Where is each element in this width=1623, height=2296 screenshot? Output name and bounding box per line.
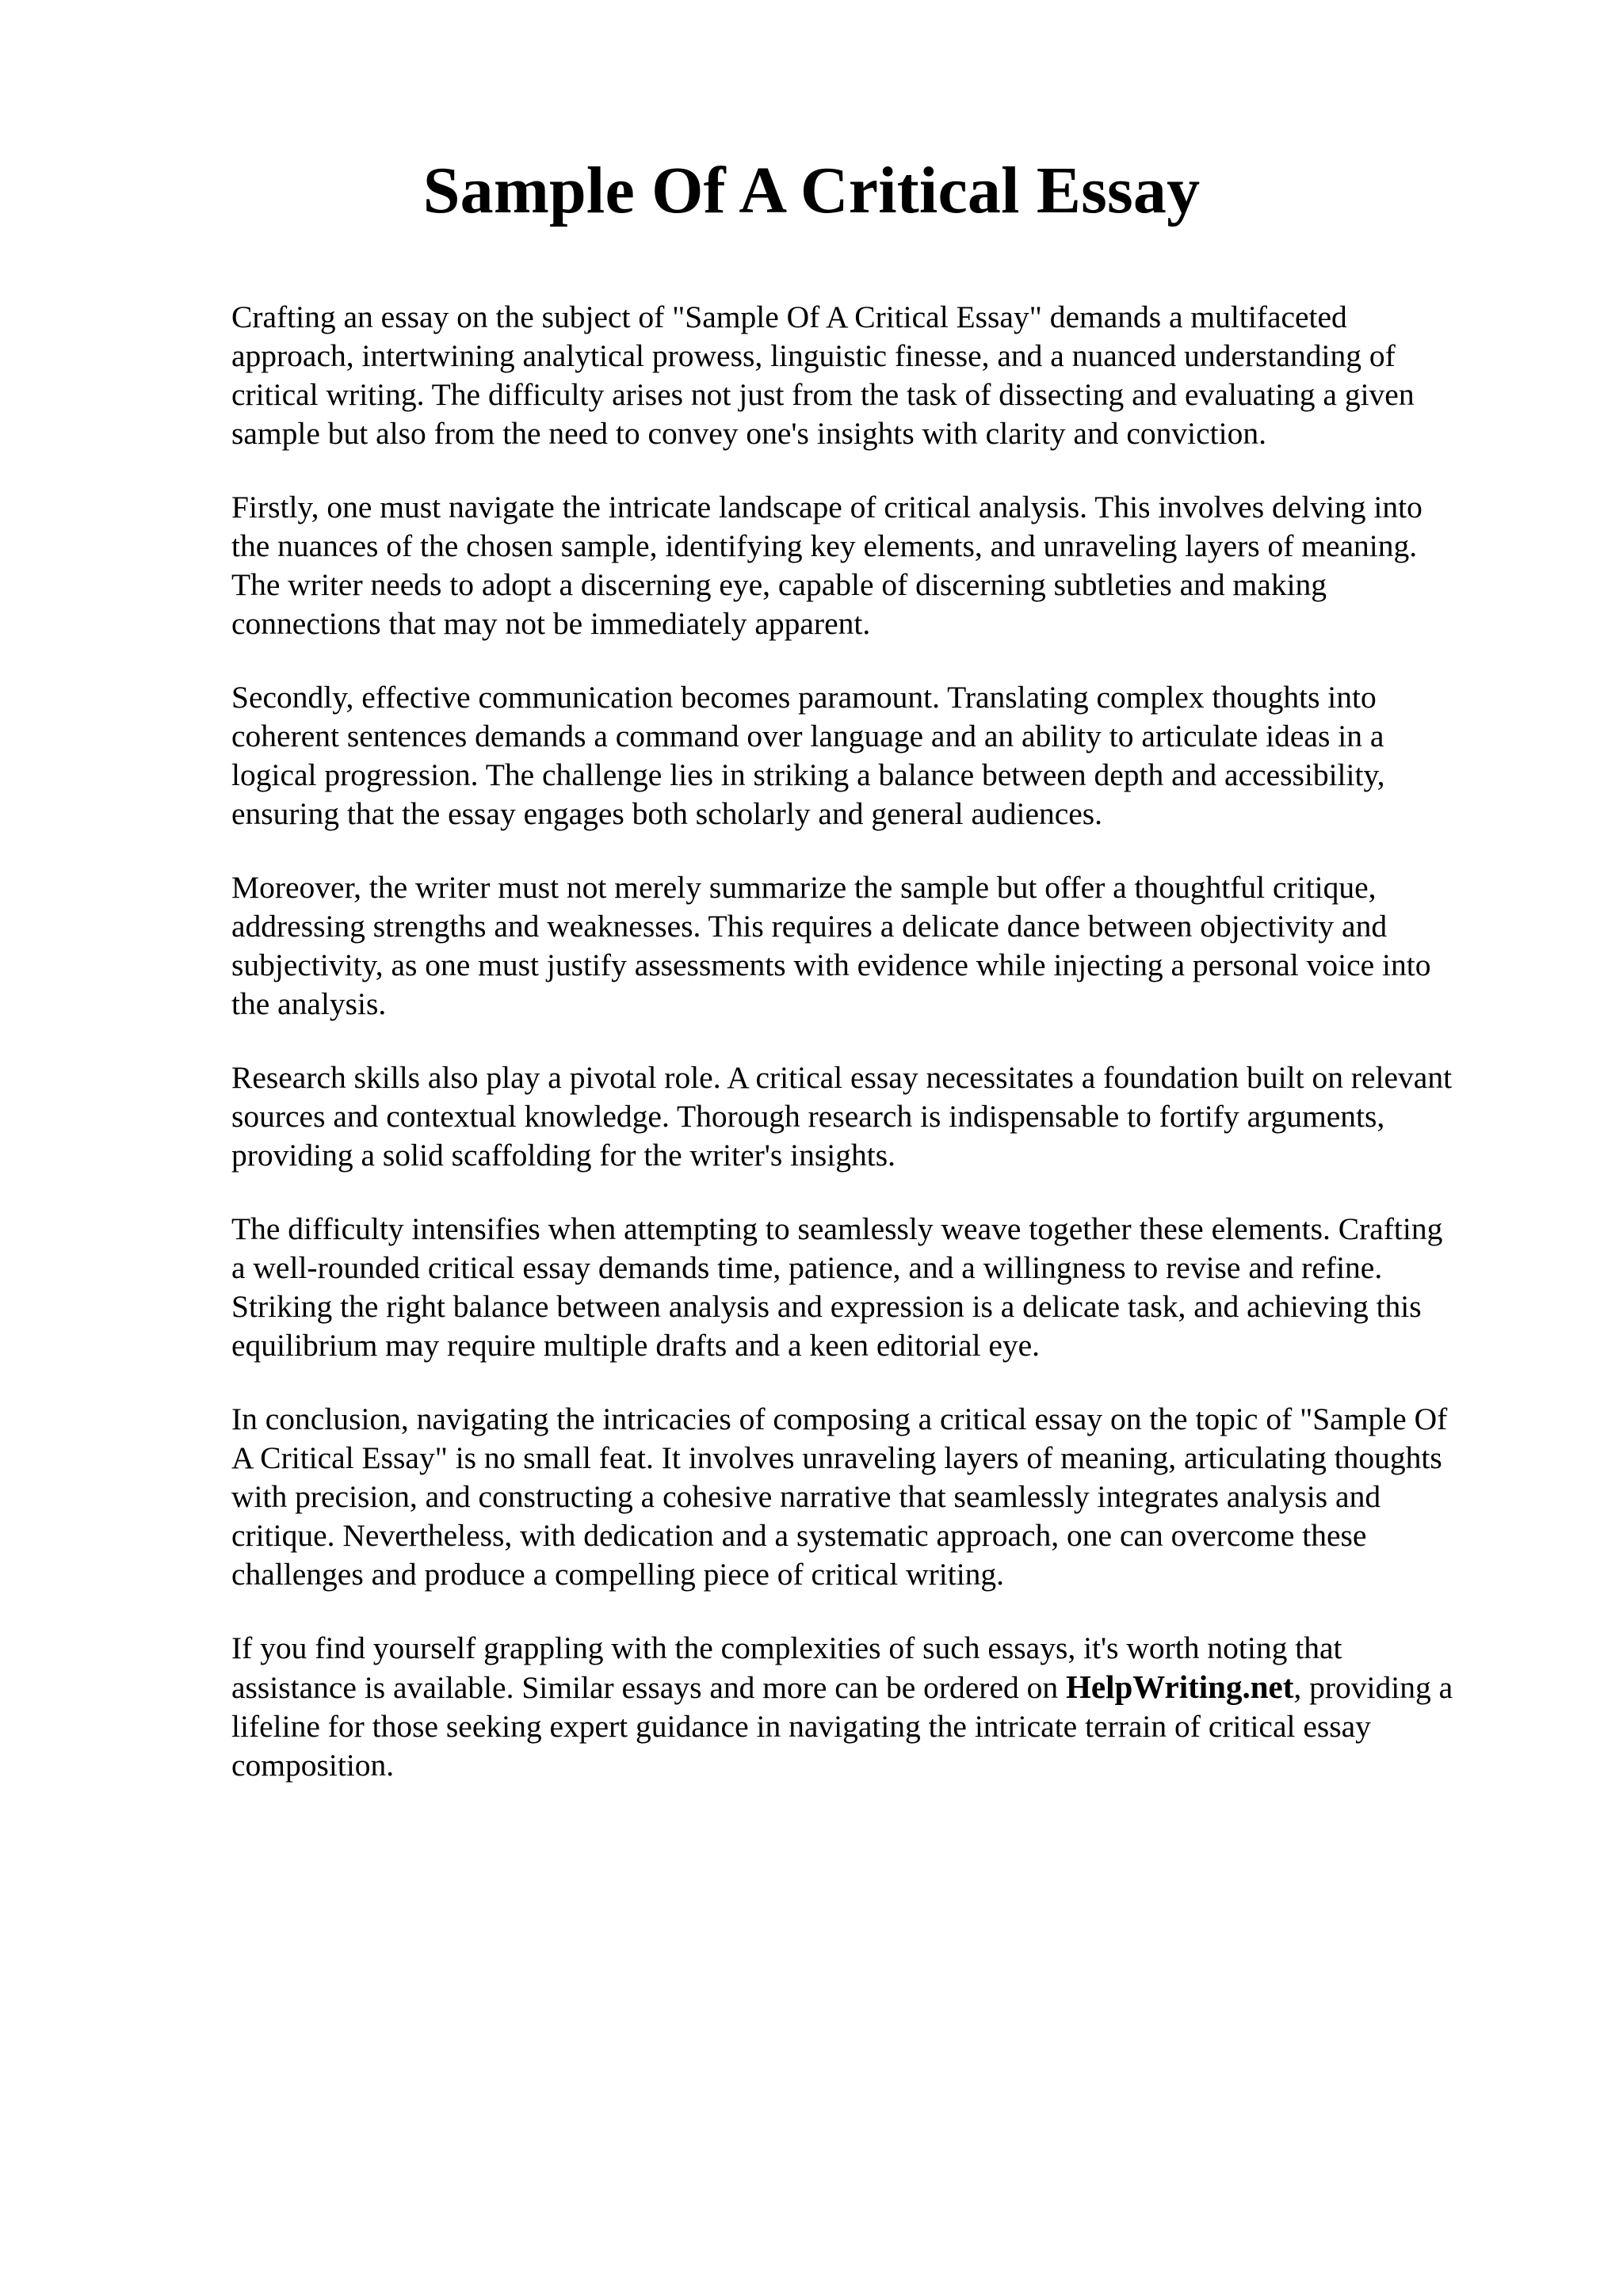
paragraph-line: ensuring that the essay engages both scholarly and general audiences.	[231, 796, 1103, 831]
paragraph-line: critique. Nevertheless, with dedication and a systematic approach, one can overcome these	[231, 1518, 1367, 1553]
paragraph-3	[231, 678, 1531, 833]
paragraph-line: logical progression. The challenge lies in striking a balance between depth and accessibility,	[231, 757, 1385, 792]
paragraph-line: sources and contextual knowledge. Thorough research is indispensable to fortify arguments,	[231, 1099, 1385, 1134]
paragraph-line: Crafting an essay on the subject of "Sample Of A Critical Essay" demands a multifaceted	[231, 299, 1347, 334]
paragraph-line: lifeline for those seeking expert guidance in navigating the intricate terrain of critical essay	[231, 1709, 1371, 1744]
paragraph-line: Research skills also play a pivotal role. A critical essay necessitates a foundation built on relevant	[231, 1060, 1453, 1095]
paragraph-8	[231, 1629, 1531, 1785]
paragraph-line: addressing strengths and weaknesses. This requires a delicate dance between objectivity and	[231, 909, 1388, 944]
paragraph-line: The difficulty intensifies when attempting to seamlessly weave together these elements. Crafting	[231, 1211, 1443, 1246]
paragraph-line: critical writing. The difficulty arises not just from the task of dissecting and evaluating a given	[231, 377, 1415, 412]
paragraph-1	[231, 298, 1531, 453]
paragraph-line: The writer needs to adopt a discerning eye, capable of discerning subtleties and making	[231, 567, 1327, 602]
paragraph-line	[231, 1668, 1531, 1707]
helpwriting-link[interactable]: HelpWriting.net	[1065, 1669, 1294, 1705]
paragraph-line: approach, intertwining analytical prowess, linguistic finesse, and a nuanced understanding of	[231, 338, 1396, 373]
paragraph-4	[231, 868, 1531, 1024]
paragraph-text: , providing a	[1293, 1670, 1453, 1705]
paragraph-line: Secondly, effective communication becomes paramount. Translating complex thoughts into	[231, 680, 1377, 715]
paragraph-line: subjectivity, as one must justify assessments with evidence while injecting a personal voice into	[231, 948, 1431, 982]
paragraph-line: connections that may not be immediately apparent.	[231, 606, 871, 641]
paragraph-text: assistance is available. Similar essays and more can be ordered on	[231, 1670, 1066, 1705]
document-title: Sample Of A Critical Essay	[422, 154, 1201, 227]
paragraph-line: the nuances of the chosen sample, identifying key elements, and unraveling layers of meaning.	[231, 528, 1418, 563]
paragraph-2	[231, 488, 1531, 643]
paragraph-line: coherent sentences demands a command over language and an ability to articulate ideas in a	[231, 719, 1384, 753]
paragraph-line: with precision, and constructing a cohesive narrative that seamlessly integrates analysis and	[231, 1479, 1381, 1514]
paragraph-line: the analysis.	[231, 986, 387, 1021]
paragraph-line: In conclusion, navigating the intricacies of composing a critical essay on the topic of "Sample Of	[231, 1402, 1448, 1436]
paragraph-line: Striking the right balance between analysis and expression is a delicate task, and achieving this	[231, 1289, 1422, 1324]
document-body	[231, 298, 1531, 1785]
paragraph-line: challenges and produce a compelling piece of critical writing.	[231, 1557, 1005, 1592]
paragraph-line: Firstly, one must navigate the intricate landscape of critical analysis. This involves delving into	[231, 490, 1423, 524]
paragraph-line: Moreover, the writer must not merely summarize the sample but offer a thoughtful critique,	[231, 870, 1377, 905]
paragraph-6	[231, 1210, 1531, 1365]
paragraph-line: If you find yourself grappling with the complexities of such essays, it's worth noting that	[231, 1630, 1342, 1665]
paragraph-line: equilibrium may require multiple drafts and a keen editorial eye.	[231, 1328, 1041, 1363]
paragraph-5	[231, 1058, 1531, 1175]
paragraph-line: sample but also from the need to convey one's insights with clarity and conviction.	[231, 416, 1266, 451]
paragraph-line: composition.	[231, 1748, 395, 1783]
paragraph-7	[231, 1400, 1531, 1594]
paragraph-line: a well-rounded critical essay demands time, patience, and a willingness to revise and refine.	[231, 1250, 1383, 1285]
paragraph-line: A Critical Essay" is no small feat. It involves unraveling layers of meaning, articulating thoughts	[231, 1440, 1442, 1475]
paragraph-line: providing a solid scaffolding for the writer's insights.	[231, 1138, 896, 1173]
